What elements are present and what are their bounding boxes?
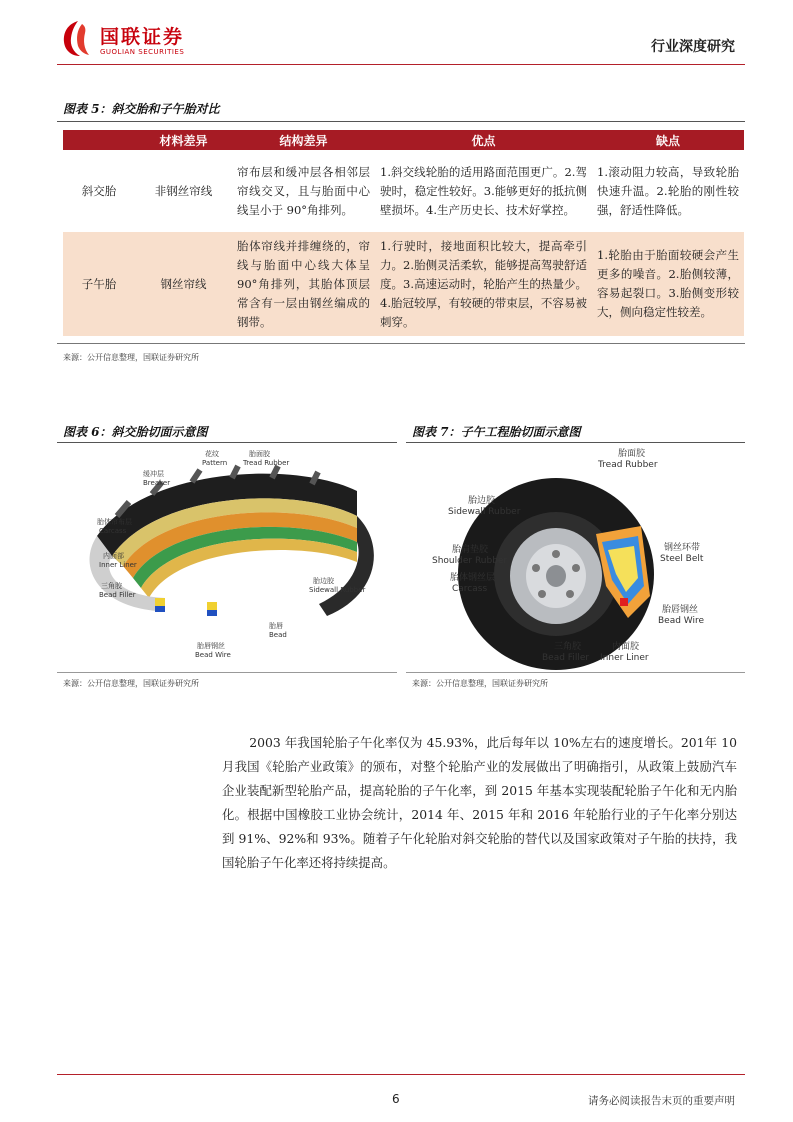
header-cell: 优点 [375, 130, 592, 150]
figure6-title: 图表 6：斜交胎切面示意图 [63, 425, 208, 439]
logo-text-cn: 国联证券 [100, 26, 185, 48]
figure6-title-rule [57, 442, 397, 443]
table-source: 来源：公开信息整理，国联证券研究所 [63, 353, 199, 362]
label-tread-en: Tread Rubber [598, 460, 658, 470]
document-type: 行业深度研究 [651, 39, 735, 55]
label-wire-en: Bead Wire [195, 651, 231, 659]
structure-cell: 帘布层和缓冲层各相邻层帘线交叉，且与胎面中心线呈小于 90°角排列。 [232, 150, 375, 232]
label-breaker-cn: 缓冲层 [143, 470, 164, 478]
page-number: 6 [392, 1092, 400, 1106]
table-row [63, 232, 744, 336]
material-cell: 非钢丝帘线 [135, 150, 232, 232]
label-pattern-en: Pattern [202, 459, 228, 467]
cons-cell: 1.滚动阻力较高，导致轮胎快速升温。2.轮胎的刚性较强，舒适性降低。 [592, 150, 744, 232]
label-tread-cn: 胎面胶 [249, 450, 270, 458]
label-liner-en: Inner Liner [99, 561, 137, 569]
header-divider [57, 64, 745, 65]
label-tread-en: Tread Rubber [243, 459, 290, 467]
table-title: 图表 5：斜交胎和子午胎对比 [63, 102, 220, 116]
label-shoulder-en: Shoulder Rubber [432, 556, 508, 566]
bias-tire-diagram [57, 446, 397, 670]
label-breaker-en: Breaker [143, 479, 171, 487]
logo-mark-icon [58, 18, 98, 58]
figure6-bottom-rule [57, 672, 397, 673]
label-filler-en: Bead Filler [542, 653, 590, 663]
label-tread-cn: 胎面胶 [618, 449, 646, 459]
body-paragraph: 2003 年我国轮胎子午化率仅为 45.93%，此后每年以 10%左右的速度增长。201年 10 月我国《轮胎产业政策》的颁布，对整个轮胎产业的发展做出了明确指引，从政策上鼓励汽车企业装配新型轮胎产品，提高轮胎的子午化率，到 2015 年基本实现装配轮胎子午化和无内胎化。根据中国橡胶工业协会统计，2014 年、2015 年和 2016 年轮胎行业的子午化率分别达到 91%、92%和 93%。随着子午化轮胎对斜交轮胎的替代以及国家政策对子午胎的扶持，我国轮胎子午化率还将持续提高。 [222, 735, 737, 870]
label-wire-en: Bead Wire [658, 616, 705, 626]
label-wire-cn: 胎唇钢丝 [197, 642, 225, 650]
figure7-bottom-rule [406, 672, 745, 673]
company-logo [58, 18, 208, 60]
label-belt-en: Steel Belt [660, 554, 704, 564]
label-sidewall-cn: 胎边胶 [313, 577, 334, 585]
figure7-source: 来源：公开信息整理，国联证券研究所 [412, 679, 548, 688]
figure6-source: 来源：公开信息整理，国联证券研究所 [63, 679, 199, 688]
structure-cell: 胎体帘线并排缠绕的，帘线与胎面中心线大体呈 90°角排列，其胎体顶层常含有一层由钢丝编成的钢带。 [232, 232, 375, 336]
label-shoulder-cn: 胎肩垫胶 [452, 545, 489, 555]
logo-text-en: GUOLIAN SECURITIES [100, 48, 185, 56]
header-cell: 材料差异 [135, 130, 232, 150]
label-sidewall-cn: 胎边胶 [468, 496, 496, 506]
label-sidewall-en: Sidewall Rubber [448, 507, 521, 517]
label-liner-cn: 内面胶 [612, 642, 640, 652]
radial-tire-diagram [406, 446, 745, 670]
header-cell: 缺点 [592, 130, 744, 150]
label-carcass-en: Carcass [452, 584, 488, 594]
figure7-title: 图表 7：子午工程胎切面示意图 [412, 425, 581, 439]
header-cell [63, 130, 135, 150]
label-carcass-cn: 胎体钢丝层 [450, 573, 496, 583]
cons-cell: 1.轮胎由于胎面较硬会产生更多的噪音。2.胎侧较薄，容易起裂口。3.胎侧变形较大，侧向稳定性较差。 [592, 232, 744, 336]
label-filler-cn: 三角胶 [101, 582, 122, 590]
table-bottom-rule [57, 343, 745, 344]
figure7-title-rule [406, 442, 745, 443]
table-row [63, 150, 744, 232]
table-title-rule [57, 121, 745, 122]
header-cell: 结构差异 [232, 130, 375, 150]
table-header-row [63, 130, 744, 150]
label-filler-cn: 三角胶 [554, 642, 582, 652]
label-wire-cn: 胎唇钢丝 [662, 605, 699, 615]
label-bead-cn: 胎唇 [269, 622, 283, 630]
pros-cell: 1.斜交线轮胎的适用路面范围更广。2.驾驶时，稳定性较好。3.能够更好的抵抗侧壁损坏。4.生产历史长、技术好掌控。 [375, 150, 592, 232]
material-cell: 钢丝帘线 [135, 232, 232, 336]
label-liner-cn: 内面部 [103, 552, 124, 560]
footer-disclaimer: 请务必阅读报告末页的重要声明 [588, 1095, 735, 1107]
label-filler-en: Bead Filler [99, 591, 136, 599]
label-belt-cn: 钢丝环带 [664, 543, 701, 553]
label-bead-en: Bead [269, 631, 287, 639]
comparison-table [63, 130, 744, 336]
label-carcass-cn: 胎体帘布层 [97, 518, 132, 526]
label-pattern-cn: 花纹 [205, 450, 219, 458]
tire-type-cell: 斜交胎 [63, 150, 135, 232]
label-carcass-en: Carcass [99, 527, 127, 535]
footer-divider [57, 1074, 745, 1075]
pros-cell: 1.行驶时，接地面积比较大，提高牵引力。2.胎侧灵活柔软，能够提高驾驶舒适度。3.高速运动时，轮胎产生的热量少。4.胎冠较厚，有较硬的带束层，不容易被刺穿。 [375, 232, 592, 336]
label-liner-en: Inner Liner [600, 653, 649, 663]
tire-type-cell: 子午胎 [63, 232, 135, 336]
label-sidewall-en: Sidewall Rubber [309, 586, 366, 594]
